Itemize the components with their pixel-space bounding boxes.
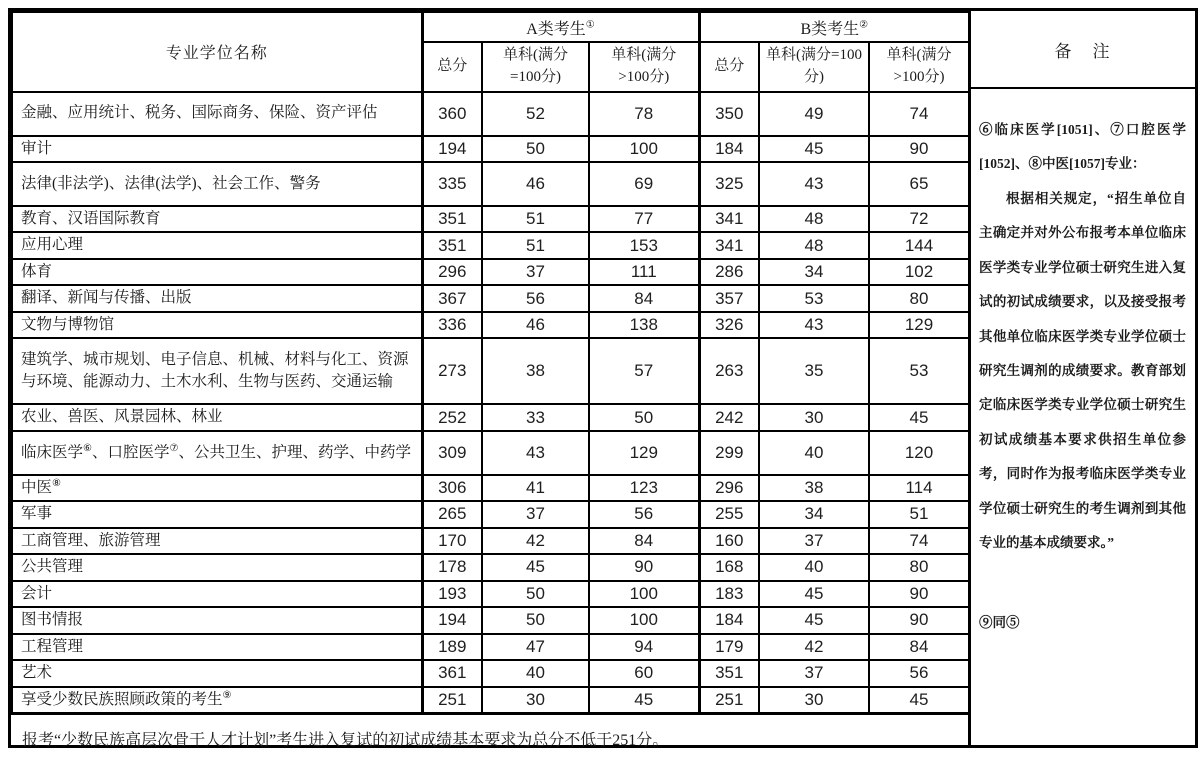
- subheader-total-b: 总分: [699, 42, 759, 92]
- score-cell-b: 120: [869, 431, 969, 475]
- score-cell-a: 367: [422, 285, 482, 311]
- subheader-total-a: 总分: [422, 42, 482, 92]
- score-cell-a: 138: [589, 312, 699, 338]
- score-cell-a: 336: [422, 312, 482, 338]
- score-cell-a: 78: [589, 92, 699, 136]
- score-cell-b: 40: [759, 554, 869, 580]
- score-cell-a: 43: [482, 431, 589, 475]
- score-cell-b: 325: [699, 162, 759, 206]
- score-cell-a: 84: [589, 285, 699, 311]
- column-header-remark: 备 注: [971, 11, 1195, 89]
- remark-paragraph: 根据相关规定，“招生单位自主确定并对外公布报考本单位临床医学类专业学位硕士研究生进入复试的初试成绩要求，以及接受报考其他单位临床医学类专业学位硕士研究生调剂的成绩要求。教育部划定临床医学类专业学位硕士研究生初试成绩基本要求供招生单位参考，同时作为报考临床医学类专业学位硕士研究生的考生调剂到其他专业的基本成绩要求。”: [979, 182, 1186, 561]
- score-cell-a: 193: [422, 581, 482, 607]
- score-cell-a: 361: [422, 660, 482, 686]
- degree-name-cell: 金融、应用统计、税务、国际商务、保险、资产评估: [12, 92, 422, 136]
- table-row: [12, 338, 969, 404]
- score-cell-a: 50: [482, 581, 589, 607]
- score-cell-a: 153: [589, 232, 699, 258]
- score-cell-b: 74: [869, 92, 969, 136]
- score-cell-a: 194: [422, 136, 482, 162]
- table-row: [12, 206, 969, 232]
- score-cell-b: 48: [759, 206, 869, 232]
- table-row: [12, 404, 969, 430]
- degree-name-cell: 教育、汉语国际教育: [12, 206, 422, 232]
- score-cell-a: 56: [589, 501, 699, 527]
- score-cell-a: 90: [589, 554, 699, 580]
- score-cell-b: 80: [869, 285, 969, 311]
- score-cell-a: 37: [482, 259, 589, 285]
- score-cell-b: 56: [869, 660, 969, 686]
- score-cell-b: 114: [869, 475, 969, 501]
- table-row: [12, 660, 969, 686]
- score-cell-b: 179: [699, 634, 759, 660]
- degree-name-cell: 会计: [12, 581, 422, 607]
- score-cell-a: 351: [422, 232, 482, 258]
- score-cell-a: 45: [482, 554, 589, 580]
- score-cell-b: 51: [869, 501, 969, 527]
- score-cell-a: 42: [482, 528, 589, 554]
- subheader-eq100-a: 单科(满分=100分): [482, 42, 589, 92]
- score-cell-a: 273: [422, 338, 482, 404]
- remark-paragraph: ⑨同⑤: [979, 606, 1186, 640]
- score-cell-a: 129: [589, 431, 699, 475]
- score-cell-b: 242: [699, 404, 759, 430]
- degree-name-cell: 应用心理: [12, 232, 422, 258]
- score-table: [11, 11, 970, 761]
- score-cell-b: 38: [759, 475, 869, 501]
- score-cell-a: 30: [482, 687, 589, 714]
- score-cell-b: 84: [869, 634, 969, 660]
- degree-name-cell: 工商管理、旅游管理: [12, 528, 422, 554]
- table-row: [12, 607, 969, 633]
- score-cell-a: 45: [589, 687, 699, 714]
- score-cell-b: 37: [759, 660, 869, 686]
- score-cell-b: 48: [759, 232, 869, 258]
- degree-name-cell: 工程管理: [12, 634, 422, 660]
- score-cell-b: 326: [699, 312, 759, 338]
- column-header-group-a: A类考生①: [422, 12, 699, 42]
- table-row: [12, 528, 969, 554]
- score-cell-b: 72: [869, 206, 969, 232]
- score-cell-b: 90: [869, 136, 969, 162]
- footnote-text: 报考“少数民族高层次骨干人才计划”考生进入复试的初试成绩基本要求为总分不低于251分。: [12, 714, 969, 761]
- score-cell-b: 34: [759, 501, 869, 527]
- degree-name-cell: 建筑学、城市规划、电子信息、机械、材料与化工、资源与环境、能源动力、土木水利、生物与医药、交通运输: [12, 338, 422, 404]
- score-cell-b: 251: [699, 687, 759, 714]
- table-row: [12, 475, 969, 501]
- score-cell-b: 160: [699, 528, 759, 554]
- score-cell-a: 94: [589, 634, 699, 660]
- score-cell-a: 41: [482, 475, 589, 501]
- degree-name-cell: 农业、兽医、风景园林、林业: [12, 404, 422, 430]
- score-cell-a: 57: [589, 338, 699, 404]
- score-cell-b: 144: [869, 232, 969, 258]
- score-cell-a: 51: [482, 206, 589, 232]
- score-cell-b: 183: [699, 581, 759, 607]
- score-cell-a: 50: [589, 404, 699, 430]
- score-cell-a: 351: [422, 206, 482, 232]
- table-row: [12, 581, 969, 607]
- score-cell-a: 77: [589, 206, 699, 232]
- degree-name-cell: 法律(非法学)、法律(法学)、社会工作、警务: [12, 162, 422, 206]
- score-cell-b: 45: [869, 404, 969, 430]
- table-row: [12, 431, 969, 475]
- score-cell-a: 170: [422, 528, 482, 554]
- table-row: [12, 634, 969, 660]
- score-cell-a: 123: [589, 475, 699, 501]
- score-cell-a: 251: [422, 687, 482, 714]
- degree-name-cell: 翻译、新闻与传播、出版: [12, 285, 422, 311]
- score-cell-a: 360: [422, 92, 482, 136]
- degree-name-cell: 体育: [12, 259, 422, 285]
- column-header-group-b: B类考生②: [699, 12, 969, 42]
- table-row: [12, 312, 969, 338]
- score-cell-a: 50: [482, 607, 589, 633]
- degree-name-cell: 中医⑧: [12, 475, 422, 501]
- subheader-gt100-b: 单科(满分>100分): [869, 42, 969, 92]
- score-table-main: [11, 11, 968, 745]
- table-row: [12, 162, 969, 206]
- score-cell-a: 296: [422, 259, 482, 285]
- score-cell-a: 100: [589, 136, 699, 162]
- subheader-gt100-a: 单科(满分>100分): [589, 42, 699, 92]
- score-cell-b: 42: [759, 634, 869, 660]
- score-cell-a: 47: [482, 634, 589, 660]
- score-cell-b: 35: [759, 338, 869, 404]
- degree-name-cell: 军事: [12, 501, 422, 527]
- score-cell-a: 38: [482, 338, 589, 404]
- score-cell-b: 53: [759, 285, 869, 311]
- score-cell-a: 335: [422, 162, 482, 206]
- column-header-degree-name: 专业学位名称: [12, 12, 422, 92]
- score-cell-b: 43: [759, 162, 869, 206]
- score-cell-b: 34: [759, 259, 869, 285]
- score-cell-b: 102: [869, 259, 969, 285]
- table-row: [12, 501, 969, 527]
- table-row: [12, 687, 969, 714]
- table-row: [12, 554, 969, 580]
- remark-paragraph: ⑥临床医学[1051]、⑦口腔医学[1052]、⑧中医[1057]专业：: [979, 113, 1186, 182]
- score-cell-b: 45: [759, 136, 869, 162]
- table-row: [12, 232, 969, 258]
- score-cell-a: 252: [422, 404, 482, 430]
- score-cell-a: 37: [482, 501, 589, 527]
- score-cell-b: 299: [699, 431, 759, 475]
- score-cell-b: 37: [759, 528, 869, 554]
- score-cell-b: 40: [759, 431, 869, 475]
- score-cell-a: 50: [482, 136, 589, 162]
- score-cell-b: 74: [869, 528, 969, 554]
- score-cell-b: 184: [699, 607, 759, 633]
- degree-name-cell: 临床医学⑥、口腔医学⑦、公共卫生、护理、药学、中药学: [12, 431, 422, 475]
- score-cell-a: 51: [482, 232, 589, 258]
- degree-name-cell: 艺术: [12, 660, 422, 686]
- score-cell-b: 30: [759, 404, 869, 430]
- score-cell-a: 265: [422, 501, 482, 527]
- score-cell-a: 100: [589, 581, 699, 607]
- score-cell-b: 65: [869, 162, 969, 206]
- score-cell-b: 351: [699, 660, 759, 686]
- score-cell-b: 90: [869, 607, 969, 633]
- score-cell-a: 69: [589, 162, 699, 206]
- table-row: [12, 92, 969, 136]
- score-cell-a: 84: [589, 528, 699, 554]
- header-row-groups: [12, 12, 969, 42]
- subheader-eq100-b: 单科(满分=100分): [759, 42, 869, 92]
- degree-name-cell: 享受少数民族照顾政策的考生⑨: [12, 687, 422, 714]
- score-cell-b: 341: [699, 206, 759, 232]
- score-cell-b: 80: [869, 554, 969, 580]
- score-cell-a: 111: [589, 259, 699, 285]
- score-cell-a: 194: [422, 607, 482, 633]
- score-cell-b: 286: [699, 259, 759, 285]
- score-cell-b: 53: [869, 338, 969, 404]
- score-cell-b: 90: [869, 581, 969, 607]
- score-cell-a: 189: [422, 634, 482, 660]
- score-cell-b: 45: [759, 581, 869, 607]
- score-cell-a: 306: [422, 475, 482, 501]
- score-cell-b: 357: [699, 285, 759, 311]
- score-table-document: [8, 8, 1198, 748]
- degree-name-cell: 审计: [12, 136, 422, 162]
- score-cell-b: 263: [699, 338, 759, 404]
- remark-text: [971, 89, 1195, 641]
- degree-name-cell: 公共管理: [12, 554, 422, 580]
- score-cell-a: 46: [482, 162, 589, 206]
- degree-name-cell: 文物与博物馆: [12, 312, 422, 338]
- score-cell-a: 56: [482, 285, 589, 311]
- score-cell-b: 45: [759, 607, 869, 633]
- score-cell-b: 350: [699, 92, 759, 136]
- score-cell-a: 40: [482, 660, 589, 686]
- score-cell-b: 184: [699, 136, 759, 162]
- score-cell-a: 33: [482, 404, 589, 430]
- score-cell-b: 168: [699, 554, 759, 580]
- score-cell-b: 49: [759, 92, 869, 136]
- score-cell-b: 255: [699, 501, 759, 527]
- footnote-row: [12, 714, 969, 761]
- score-cell-b: 30: [759, 687, 869, 714]
- score-cell-a: 178: [422, 554, 482, 580]
- degree-name-cell: 图书情报: [12, 607, 422, 633]
- score-cell-a: 46: [482, 312, 589, 338]
- score-cell-a: 309: [422, 431, 482, 475]
- table-row: [12, 285, 969, 311]
- table-row: [12, 136, 969, 162]
- score-cell-a: 60: [589, 660, 699, 686]
- score-cell-a: 100: [589, 607, 699, 633]
- score-cell-b: 341: [699, 232, 759, 258]
- score-cell-b: 296: [699, 475, 759, 501]
- score-cell-b: 45: [869, 687, 969, 714]
- score-cell-b: 43: [759, 312, 869, 338]
- table-row: [12, 259, 969, 285]
- score-cell-b: 129: [869, 312, 969, 338]
- score-cell-a: 52: [482, 92, 589, 136]
- remark-column: [968, 11, 1195, 745]
